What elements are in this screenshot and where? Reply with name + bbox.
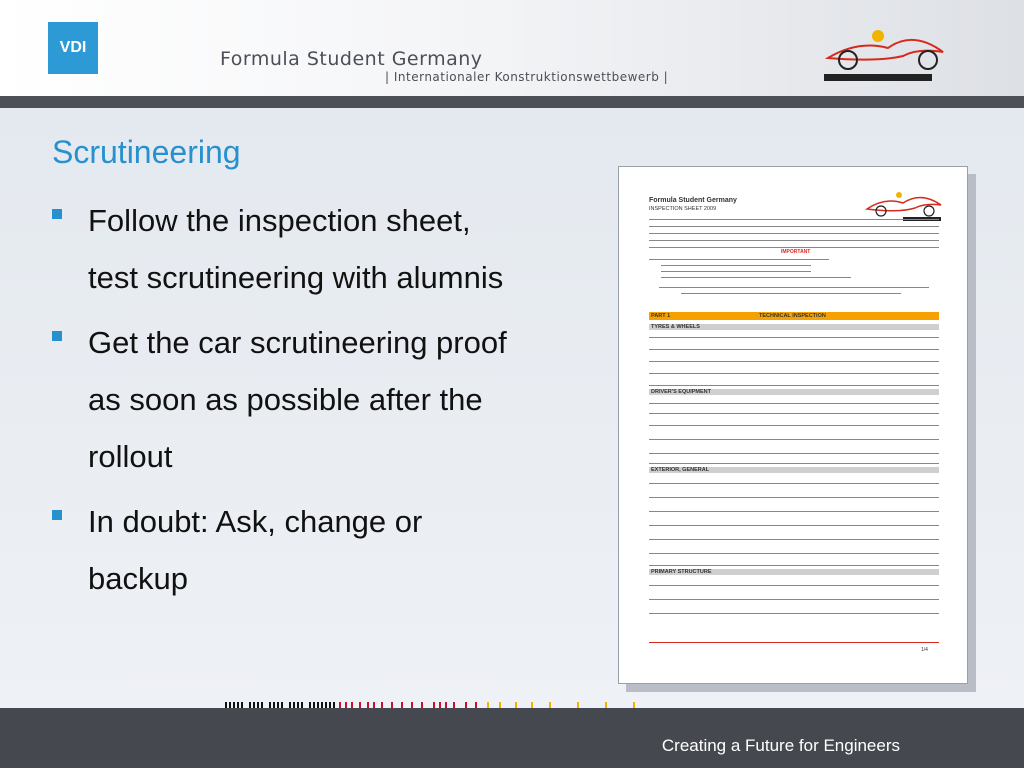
sheet-rule [649,539,939,540]
sheet-rule [649,247,939,248]
sheet-subtitle: INSPECTION SHEET 2009 [649,206,717,212]
sheet-rule [649,585,939,586]
sheet-rule [649,413,939,414]
sheet-part-bar [649,312,939,320]
sheet-part: PART 1 [651,313,671,319]
sheet-section: EXTERIOR, GENERAL [651,467,710,473]
footer-tagline: Creating a Future for Engineers [661,736,900,755]
sheet-rule [649,497,939,498]
sheet-rule [649,259,829,260]
sheet-rule [649,219,939,220]
vdi-logo: VDI [48,22,98,74]
sheet-rule [649,453,939,454]
sheet-rule [649,525,939,526]
sheet-important: IMPORTANT [781,249,811,255]
bullet-square-icon [52,331,62,341]
sheet-page-number: 1/4 [921,647,928,653]
sheet-section-bar [649,467,939,473]
sheet-rule [649,599,939,600]
sheet-rule [661,265,811,266]
sheet-rule [649,385,939,386]
sheet-rule [649,425,939,426]
slide-title: Scrutineering [52,134,241,170]
sheet-rule [649,463,939,464]
sheet-rule [649,240,939,241]
sheet-rule [649,361,939,362]
sheet-section: TYRES & WHEELS [651,324,700,330]
inspection-sheet-image [618,166,968,684]
sheet-title: Formula Student Germany [649,197,737,204]
bullet-item [52,493,522,607]
sheet-footer-rule [649,642,939,643]
sheet-rule [659,287,929,288]
brand-subtitle: | Internationaler Konstruktionswettbewerb | [385,70,669,84]
bullet-item [52,192,522,306]
brand-title: Formula Student Germany [220,48,483,70]
bullet-text: Get the car scrutineering proof as soon as possible after the rollout [88,325,507,474]
sheet-rule [649,233,939,234]
sheet-rule [649,565,939,566]
sheet-rule [661,277,851,278]
sheet-section: PRIMARY STRUCTURE [651,569,712,575]
bullet-text: Follow the inspection sheet, test scrutineering with alumnis [88,203,504,295]
bullet-list [52,192,522,615]
sheet-rule [649,226,939,227]
sheet-rule [649,439,939,440]
header-stripe [0,96,1024,108]
sheet-rule [649,349,939,350]
sheet-rule [681,293,901,294]
sheet-rule [649,553,939,554]
bullet-item [52,314,522,485]
sheet-rule [649,403,939,404]
sheet-rule [649,373,939,374]
sheet-section-bar [649,324,939,330]
bullet-square-icon [52,209,62,219]
sheet-logo-icon [863,185,947,223]
sheet-section-bar [649,569,939,575]
sheet-section: DRIVER'S EQUIPMENT [651,389,711,395]
sheet-rule [649,613,939,614]
sheet-rule [649,483,939,484]
sheet-rule [649,337,939,338]
bullet-square-icon [52,510,62,520]
sheet-part-title: TECHNICAL INSPECTION [759,313,826,319]
sheet-section-bar [649,389,939,395]
bullet-text: In doubt: Ask, change or backup [88,504,423,596]
sheet-rule [649,511,939,512]
formula-student-logo [818,18,958,84]
header-bar [0,0,1024,96]
sheet-rule [661,271,811,272]
